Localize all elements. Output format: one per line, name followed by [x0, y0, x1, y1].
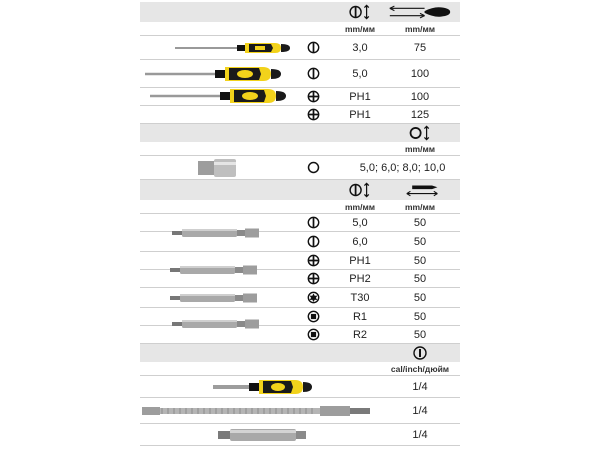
table-row — [140, 232, 460, 252]
length-value: 125 — [410, 108, 430, 121]
hex-size-icon — [385, 124, 455, 142]
table-row — [140, 36, 460, 60]
tip-size-icon — [345, 2, 375, 22]
size-value: R1 — [352, 310, 368, 323]
table-row — [140, 308, 460, 326]
table-row — [140, 60, 460, 88]
bit-length-icon — [403, 180, 443, 200]
size-value: 3,0 — [352, 41, 368, 54]
slotted-tip-icon — [303, 214, 323, 231]
square-tip-icon — [303, 326, 323, 343]
size-value: PH1 — [349, 90, 371, 103]
table-row — [140, 156, 460, 180]
unit-size: mm/мм — [344, 201, 376, 212]
slotted-tip-icon — [303, 232, 323, 251]
unit-inch: cal/inch/дюйм — [390, 363, 450, 374]
drive-value: 1/4 — [412, 404, 428, 417]
length-value: 50 — [413, 291, 427, 304]
header-sockets — [140, 124, 460, 142]
spec-table — [140, 0, 460, 450]
screwdriver-image — [175, 41, 295, 55]
length-value: 50 — [413, 216, 427, 229]
unit-size: mm/мм — [404, 143, 436, 154]
length-value: 50 — [413, 310, 427, 323]
screwdriver-image — [145, 65, 285, 83]
unit-row — [140, 142, 460, 156]
drive-value: 1/4 — [412, 380, 428, 393]
header-screwdrivers — [140, 2, 460, 22]
bit-holder-image — [213, 378, 313, 396]
table-row — [140, 376, 460, 398]
table-row — [140, 88, 460, 106]
size-value: PH1 — [349, 108, 371, 121]
size-value: PH2 — [349, 272, 371, 285]
table-row — [140, 424, 460, 446]
inch-drive-icon — [385, 344, 455, 362]
size-value: R2 — [352, 328, 368, 341]
table-row — [140, 398, 460, 424]
table-row — [140, 214, 460, 232]
length-icon — [385, 2, 455, 22]
length-value: 50 — [413, 272, 427, 285]
length-value: 50 — [413, 254, 427, 267]
size-value: 5,0 — [352, 216, 368, 229]
square-tip-icon — [303, 308, 323, 325]
phillips-tip-icon — [303, 88, 323, 105]
table-row — [140, 270, 460, 288]
phillips-tip-icon — [303, 270, 323, 287]
size-value: T30 — [350, 291, 370, 304]
slotted-tip-icon — [303, 36, 323, 59]
table-row — [140, 326, 460, 344]
unit-row — [140, 362, 460, 376]
length-value: 50 — [413, 235, 427, 248]
size-value: PH1 — [349, 254, 371, 267]
size-value: 5,0 — [352, 67, 368, 80]
phillips-tip-icon — [303, 106, 323, 123]
hex-socket-icon — [303, 156, 323, 179]
torx-tip-icon — [303, 288, 323, 307]
table-row — [140, 106, 460, 124]
adapter-image — [218, 428, 308, 442]
phillips-tip-icon — [303, 252, 323, 269]
header-accessories — [140, 344, 460, 362]
flexible-shaft-image — [142, 405, 372, 417]
unit-length: mm/мм — [404, 201, 436, 212]
screwdriver-image — [150, 87, 290, 105]
unit-row — [140, 22, 460, 36]
header-bits — [140, 180, 460, 200]
length-value: 100 — [410, 90, 430, 103]
size-value: 6,0 — [352, 235, 368, 248]
table-row — [140, 288, 460, 308]
length-value: 50 — [413, 328, 427, 341]
socket-sizes: 5,0; 6,0; 8,0; 10,0 — [359, 161, 446, 174]
tip-size-icon — [345, 180, 375, 200]
unit-row — [140, 200, 460, 214]
slotted-tip-icon — [303, 60, 323, 87]
length-value: 75 — [413, 41, 427, 54]
unit-length: mm/мм — [404, 23, 436, 34]
length-value: 100 — [410, 67, 430, 80]
bit-image — [170, 292, 260, 304]
socket-image — [198, 158, 238, 178]
table-row — [140, 252, 460, 270]
unit-size: mm/мм — [344, 23, 376, 34]
drive-value: 1/4 — [412, 428, 428, 441]
